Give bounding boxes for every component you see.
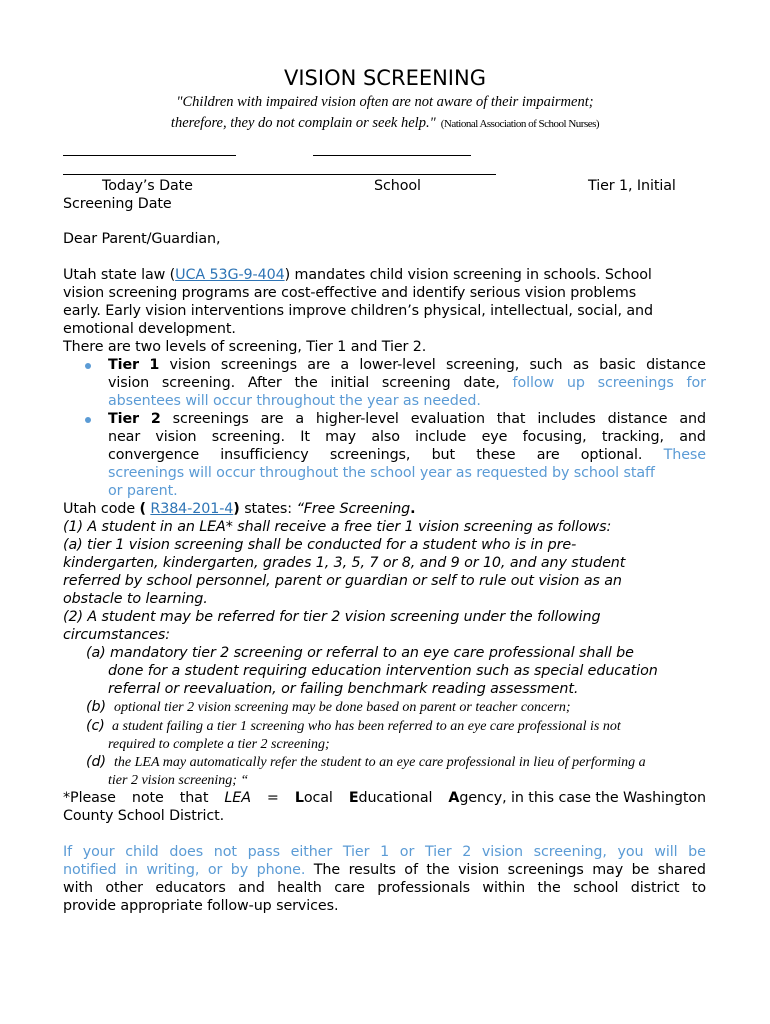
word: you [617,844,644,860]
closing-line-1 [63,844,706,860]
word-gency: gency, in this case the Washington [459,790,706,806]
word: It [300,429,310,445]
word: follow [512,375,555,391]
tier1-line-2 [108,375,706,391]
tier2-line-2 [108,429,706,445]
word: up [566,375,585,391]
word: screenings [172,411,249,427]
word: Tier [108,411,140,427]
word: distance [646,357,706,373]
word: that [179,790,209,806]
school-label: School [374,178,421,194]
word: notified [63,862,117,878]
word: screening, [445,357,520,373]
word: does [169,844,204,860]
word: includes [537,411,596,427]
word: that [496,411,526,427]
word: these [476,447,516,463]
word: Tier [108,357,140,373]
word: in [124,862,138,878]
word: basic [599,357,636,373]
word: higher-level [315,411,399,427]
word: screenings [597,375,674,391]
word: lower-level [359,357,436,373]
quote-line-2 [0,112,770,132]
word: date, [463,375,500,391]
word: of [404,862,418,878]
word: screening. [211,429,285,445]
tier1-label-cont: Screening Date [63,196,172,212]
word: convergence [108,447,200,463]
word: screening. [161,375,236,391]
word: be [631,862,650,878]
word: not [213,844,237,860]
paren-open: ( [139,501,146,517]
today-date-label: Today’s Date [102,178,193,194]
letter-e: E [348,790,359,806]
tier1-line-1 [108,357,706,373]
word: the [426,862,450,878]
word: insufficiency [220,447,309,463]
word: by [230,862,249,878]
code-a2: kindergarten, kindergarten, grades 1, 3, 5, 7 or 8, and 9 or 10, and any student [63,555,626,571]
word: care [334,880,365,896]
word: screenings [507,862,584,878]
word: a [340,357,350,373]
code-line-1 [63,501,416,517]
word: the [537,880,561,896]
word: also [371,429,400,445]
word: other [105,880,143,896]
intro-line-2: vision screening programs are cost-effective and identify serious vision problems [63,285,637,301]
intro-text-cont: ) mandates child vision screening in schools. School [284,267,652,283]
tier2-line-5: or parent. [108,483,178,499]
code-id-text-1: the LEA may automatically refer the student to an eye care professional in lieu of performing a [114,755,646,770]
paren-close: ) [233,501,240,517]
word: screening, [533,844,607,860]
word: shared [657,862,706,878]
code-label: Utah code [63,501,136,517]
word: pass [247,844,280,860]
bullet-icon [85,417,91,423]
word: *Please [63,790,116,806]
code-a1: (a) tier 1 vision screening shall be conducted for a student who is in pre- [63,537,577,553]
intro-line-3: early. Early vision interventions improve children’s physical, intellectual, social, and [63,303,653,319]
word: are [536,447,560,463]
intro-line-4: emotional development. [63,321,236,337]
code-ic-text-1: a student failing a tier 1 screening who has been referred to an eye care professional is not [112,719,621,734]
word: vision [458,862,500,878]
word: vision [481,844,523,860]
word: Tier [342,844,370,860]
word: near [108,429,141,445]
word: are [260,411,284,427]
page-title: VISION SCREENING [283,66,486,90]
word: initial [330,375,370,391]
word: educators [155,880,226,896]
word: screenings, [329,447,411,463]
word: and [238,880,265,896]
letter-a: A [448,790,460,806]
word: district [630,880,680,896]
word: may [325,429,357,445]
tier1-line-3: absentees will occur throughout the year as needed. [108,393,481,409]
word: 1 [149,357,160,373]
word: The [313,862,341,878]
word: results [348,862,396,878]
word: for [686,375,706,391]
closing-line-3 [63,880,706,896]
word: and [679,429,706,445]
word: to [691,880,706,896]
word: health [277,880,322,896]
states-text: states: [244,501,292,517]
code-ic-text-2: required to complete a tier 2 screening; [108,737,330,752]
code-s1: (1) A student in an LEA* shall receive a free tier 1 vision screening as follows: [63,519,612,535]
code-ib-text: optional tier 2 vision screening may be done based on parent or teacher concern; [114,700,571,715]
word: include [415,429,467,445]
code-id-text-2: tier 2 vision screening; “ [108,773,249,788]
intro-text: Utah state law ( [63,267,176,283]
note-line-2: County School District. [63,808,225,824]
word: If [63,844,73,860]
word: with [63,880,93,896]
word: will [654,844,678,860]
code-ic-label: (c) [86,718,105,734]
word: within [482,880,526,896]
intro-line-1 [63,267,652,283]
code-a3: referred by school personnel, parent or guardian or self to rule out vision as an [63,573,622,589]
word: Tier [424,844,452,860]
word: vision [108,375,150,391]
free-screening: “Free Screening [296,501,411,517]
word: child [125,844,159,860]
word: your [82,844,115,860]
code-a4: obstacle to learning. [63,591,208,607]
word: professionals [377,880,470,896]
word: but [431,447,456,463]
period: . [410,501,416,517]
word: or [399,844,415,860]
word: note [131,790,164,806]
quote-line-1: "Children with impaired vision often are not aware of their impairment; [176,94,594,110]
word: may [592,862,624,878]
word: the [294,375,318,391]
code-ia-2: done for a student requiring education intervention such as special education [108,663,658,679]
word: optional. [580,447,643,463]
closing-line-2 [63,862,706,878]
note-local [295,790,333,806]
code-ib-label: (b) [86,699,106,715]
word: After [247,375,282,391]
word: evaluation [410,411,485,427]
word-ducational: ducational [358,790,433,806]
word: 1 [380,844,390,860]
word: screening [381,375,451,391]
word: are [307,357,331,373]
uca-link[interactable]: UCA 53G-9-404 [175,267,285,283]
word: tracking, [601,429,664,445]
date-blank-line[interactable] [63,155,236,156]
word: and [679,411,706,427]
word: 2 [462,844,472,860]
word: focusing, [522,429,587,445]
word: phone. [256,862,306,878]
word: LEA [224,790,251,806]
greeting: Dear Parent/Guardian, [63,231,221,247]
word: eye [481,429,508,445]
quote-text: therefore, they do not complain or seek help." [170,115,436,131]
word: = [266,790,279,806]
word: vision [169,357,211,373]
date-blank-line-2 [63,174,289,175]
word: vision [155,429,197,445]
word: These [663,447,706,463]
word: a [295,411,305,427]
code-s2-2: circumstances: [63,627,170,643]
word: distance [607,411,668,427]
closing-line-4: provide appropriate follow-up services. [63,898,339,914]
code-ia-3: referral or reevaluation, or failing benchmark reading assessment. [108,681,579,697]
intro-line-5: There are two levels of screening, Tier 1 and Tier 2. [63,339,427,355]
word: school [573,880,619,896]
word: or [207,862,223,878]
word: as [572,357,589,373]
word: screenings [220,357,297,373]
tier2-line-4: screenings will occur throughout the school year as requested by school staff [108,465,655,481]
word: either [290,844,333,860]
word-ocal: ocal [303,790,333,806]
word: writing, [146,862,200,878]
tier1-label: Tier 1, Initial [588,178,676,194]
code-ia-1: (a) mandatory tier 2 screening or referral to an eye care professional shall be [86,645,634,661]
word: such [529,357,563,373]
quote-source: (National Association of School Nurses) [440,118,600,130]
note-agency [448,790,706,806]
letter-l: L [294,790,304,806]
note-educational [349,790,433,806]
school-blank-line-2 [289,174,496,175]
code-id-label: (d) [86,754,106,770]
bullet-icon [85,363,91,369]
word: be [688,844,706,860]
school-blank-line[interactable] [313,155,471,156]
tier2-line-1 [108,411,706,427]
word: 2 [150,411,161,427]
tier2-line-3 [108,447,706,463]
r384-link[interactable]: R384-201-4 [150,501,234,517]
code-s2-1: (2) A student may be referred for tier 2 vision screening under the following [63,609,601,625]
note-line-1 [63,790,706,806]
